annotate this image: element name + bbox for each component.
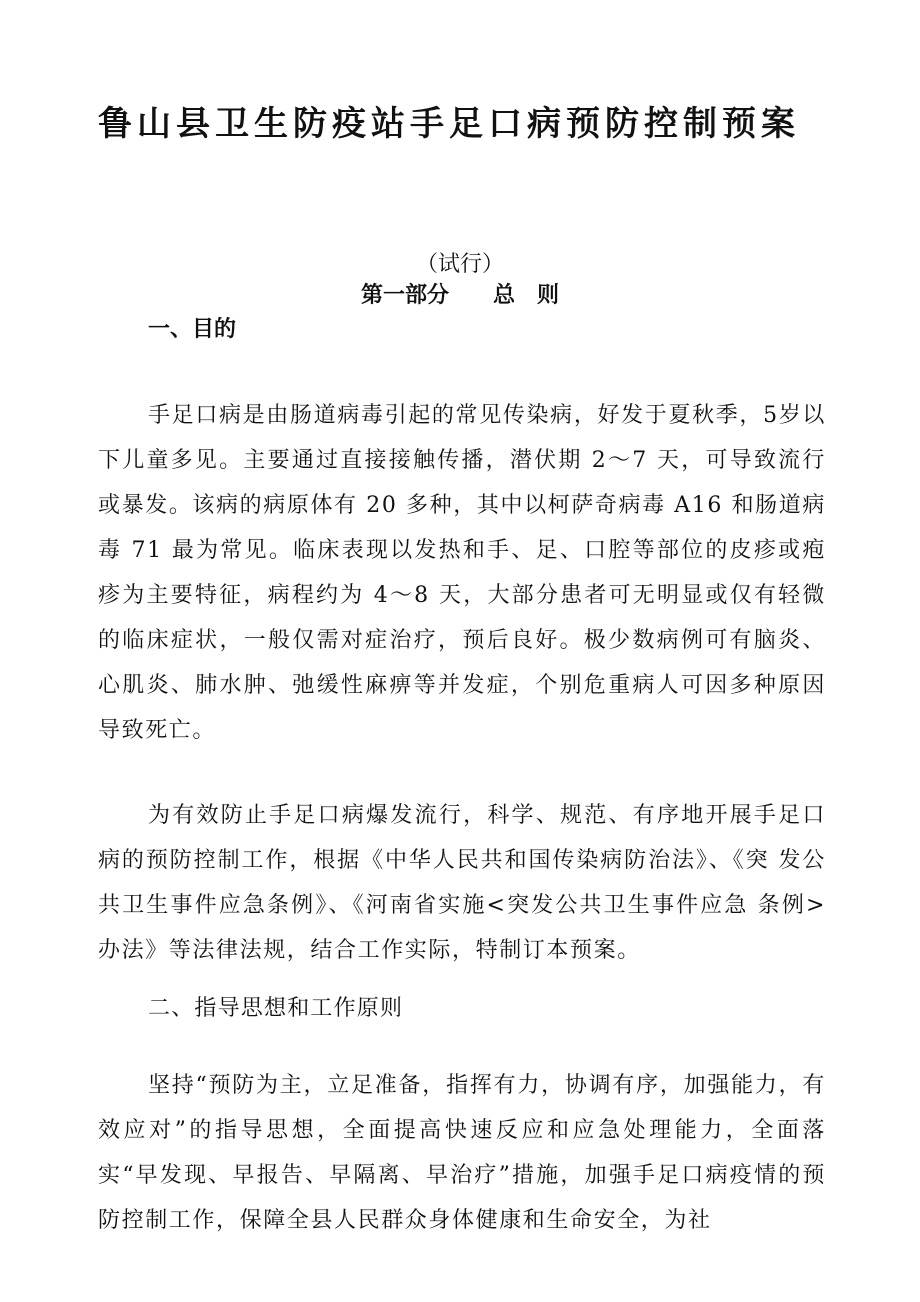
part-heading: 第一部分 总 则 xyxy=(360,282,559,308)
section-heading-purpose: 一、目的 xyxy=(148,316,237,342)
section-heading-guiding-principles: 二、指导思想和工作原则 xyxy=(148,996,404,1021)
document-subtitle: （试行） xyxy=(415,252,504,277)
paragraph-guiding-principles: 坚持“预防为主，立足准备，指挥有力，协调有序，加强能力，有效应对”的指导思想，全面提高快速反应和应急处理能力，全面落实“早发现、早报告、早隔离、早治疗”措施，加强手足口病疫情的预防控制工作，保障全县人民群众身体健康和生命安全，为社 xyxy=(98,1073,826,1233)
document-title: 鲁山县卫生防疫站手足口病预防控制预案 xyxy=(98,104,800,144)
paragraph-purpose-intro: 手足口病是由肠道病毒引起的常见传染病，好发于夏秋季，5岁以下儿童多见。主要通过直接接触传播，潜伏期 2～7 天，可导致流行或暴发。该病的病原体有 20 多种，其中以柯萨奇病毒 A16 和肠道病毒 71 最为常见。临床表现以发热和手、足、口腔等部位的皮疹或疱疹为主要特征，病程约为 4～8 天，大部分患者可无明显或仅有轻微的临床症状，一般仅需对症治疗，预后良好。极少数病例可有脑炎、心肌炎、肺水肿、弛缓性麻痹等并发症，个别危重病人可因多种原因导致死亡。 xyxy=(98,403,826,743)
paragraph-purpose-basis: 为有效防止手足口病爆发流行，科学、规范、有序地开展手足口病的预防控制工作，根据《中华人民共和国传染病防治法》、《突 发公共卫生事件应急条例》、《河南省实施<突发公共卫生事件应急 条例>办法》等法律法规，结合工作实际，特制订本预案。 xyxy=(98,803,826,963)
